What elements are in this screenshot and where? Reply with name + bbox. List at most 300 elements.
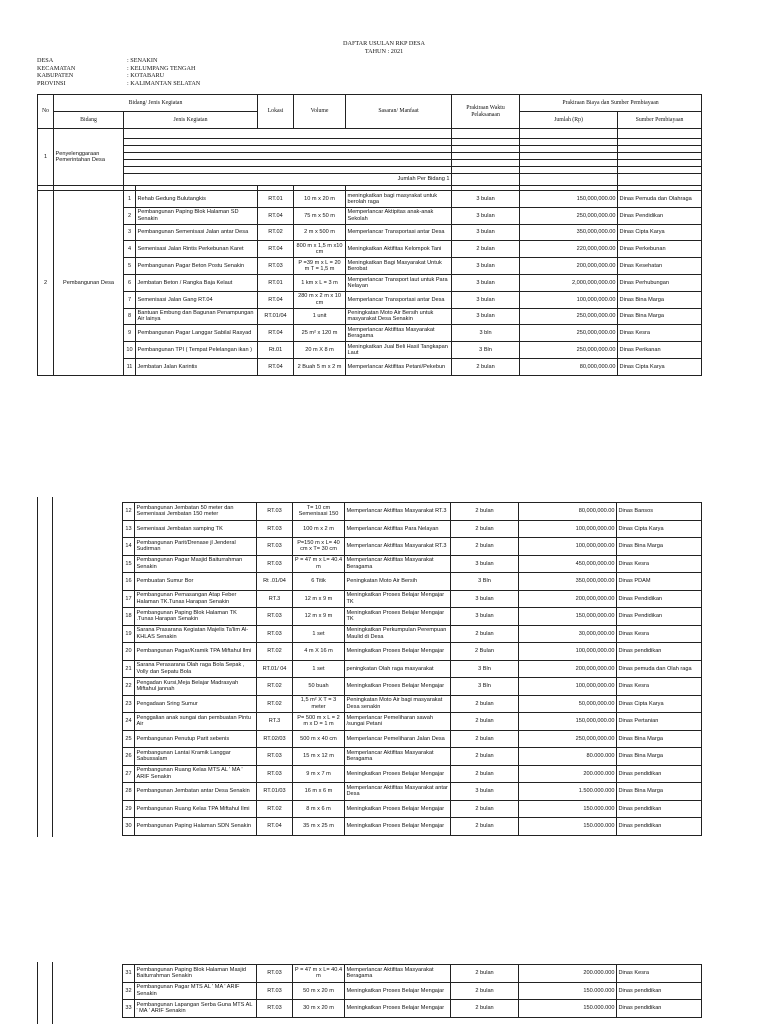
jenis-kegiatan: Pembangunan Paping Blok Halaman Masjid Baiturrahman Senakin — [135, 965, 257, 983]
sasaran-manfaat: Meningkatkan Proses Belajar Mengajar TK — [345, 590, 451, 608]
table-row — [123, 520, 702, 538]
meta-desa: DESA : SENAKIN — [37, 57, 158, 64]
lokasi: RT.04 — [258, 358, 294, 375]
waktu-pelaksanaan: 2 bulan — [451, 1000, 519, 1018]
waktu-pelaksanaan: 3 Bln — [451, 573, 519, 591]
empty-cell — [452, 153, 520, 160]
jumlah-rp: 350,000,000.00 — [519, 573, 617, 591]
volume: 500 m x 40 cm — [293, 730, 345, 748]
empty-cell — [618, 153, 702, 160]
table-row — [38, 139, 702, 146]
lokasi: RT.03 — [257, 748, 293, 766]
sumber-pembiayaan: Dinas Bina Marga — [618, 308, 702, 325]
sasaran-manfaat: Meningkatkan Proses Belajar Mengajar — [345, 1000, 451, 1018]
table-row — [38, 358, 702, 375]
table-row — [123, 765, 702, 783]
waktu-pelaksanaan: 3 bulan — [452, 291, 520, 308]
waktu-pelaksanaan: 3 bulan — [451, 608, 519, 626]
jenis-kegiatan: Semenisasi Jalan Gang RT.04 — [136, 291, 258, 308]
col-no: No — [38, 95, 54, 129]
location-info — [37, 57, 200, 87]
lokasi: RT.01 — [258, 274, 294, 291]
jenis-kegiatan: Pembangunan Paping Blok Halaman TK .Tunas Harapan Senakin — [135, 608, 257, 626]
sasaran-manfaat: Meningkatkan Proses Belajar Mengajar TK — [345, 608, 451, 626]
jumlah-rp: 150,000,000.00 — [519, 713, 617, 731]
empty-cell — [520, 153, 618, 160]
volume: T= 10 cm Semenisasi 150 — [293, 503, 345, 521]
sumber-pembiayaan: Dinas Kesra — [617, 678, 702, 696]
lokasi: RT.03 — [257, 1000, 293, 1018]
waktu-pelaksanaan: 3 bulan — [452, 308, 520, 325]
sumber-pembiayaan: Dinas pendidikan — [617, 982, 702, 1000]
bidang-column-border-3 — [52, 962, 53, 1024]
table-row — [123, 660, 702, 678]
table-row — [123, 695, 702, 713]
row-number: 2 — [124, 207, 136, 224]
waktu-pelaksanaan: 3 bulan — [452, 207, 520, 224]
table-row — [123, 538, 702, 556]
lokasi: RT.03 — [257, 555, 293, 573]
jenis-kegiatan: Pembangunan TPI ( Tempat Pelelangan ikan ) — [136, 342, 258, 359]
empty-cell — [520, 167, 618, 174]
row-number: 19 — [123, 625, 135, 643]
volume: 280 m x 2 m x 10 cm — [294, 291, 346, 308]
waktu-pelaksanaan: 2 bulan — [451, 748, 519, 766]
empty-cell — [124, 167, 452, 174]
bidang-name: Penyelenggaraan Pemerintahan Desa — [54, 129, 124, 186]
jenis-kegiatan: Sarana Perasarana Olah raga Bola Sepak , Volly dan Sepatu Bola — [135, 660, 257, 678]
jumlah-rp: 250,000,000.00 — [520, 207, 618, 224]
sasaran-manfaat: Memperlancar Transportasi antar Desa — [346, 224, 452, 241]
jumlah-rp: 100,000,000.00 — [519, 643, 617, 661]
row-number: 12 — [123, 503, 135, 521]
waktu-pelaksanaan: 2 bulan — [451, 800, 519, 818]
waktu-pelaksanaan: 2 bulan — [451, 625, 519, 643]
lokasi: RT.02 — [257, 643, 293, 661]
sasaran-manfaat: Memperlancar Pemeliharan Jalan Desa — [345, 730, 451, 748]
volume: P = 47 m x L= 40.4 m — [293, 555, 345, 573]
lokasi: RT.03 — [258, 258, 294, 275]
jenis-kegiatan: Pembangunan Paping Blok Halaman SD Senakin — [136, 207, 258, 224]
jumlah-rp: 250,000,000.00 — [520, 325, 618, 342]
empty-cell — [520, 146, 618, 153]
lokasi: RT.02 — [258, 224, 294, 241]
row-number: 25 — [123, 730, 135, 748]
jumlah-rp: 50,000,000.00 — [519, 695, 617, 713]
row-number: 32 — [123, 982, 135, 1000]
jenis-kegiatan: Pengadan Kursi,Meja Belajar Madrasyah Miftahul jannah — [135, 678, 257, 696]
jenis-kegiatan: Pembangunan Pagar Langgar Sabilal Rasyad — [136, 325, 258, 342]
jumlah-rp: 150.000.000 — [519, 1000, 617, 1018]
jenis-kegiatan: Pembangunan Jembatan 50 meter dan Semenisasi Jembatan 150 meter — [135, 503, 257, 521]
sumber-pembiayaan: Dinas Bina Marga — [617, 783, 702, 801]
lokasi: Rt.01 — [258, 342, 294, 359]
jenis-kegiatan: Pengadaan Sring Sumur — [135, 695, 257, 713]
jumlah-rp: 350,000,000.00 — [520, 224, 618, 241]
col-lokasi: Lokasi — [258, 95, 294, 129]
volume: 15 m x 12 m — [293, 748, 345, 766]
jenis-kegiatan: Semenisasi Jembatan samping TK — [135, 520, 257, 538]
sumber-pembiayaan: Dinas Pendidikan — [617, 608, 702, 626]
jenis-kegiatan: Bantuan Embung dan Bagunan Penampungan Air lainya — [136, 308, 258, 325]
lokasi: RT.04 — [257, 818, 293, 836]
jenis-kegiatan: Pembangunan Pagar/Kramik TPA Miftahul Ilmi — [135, 643, 257, 661]
volume: 9 m x 7 m — [293, 765, 345, 783]
waktu-pelaksanaan: 3 bulan — [452, 191, 520, 208]
sumber-pembiayaan: Dinas Pendidikan — [618, 207, 702, 224]
table-row — [38, 241, 702, 258]
meta-kabupaten: KABUPATEN : KOTABARU — [37, 72, 165, 80]
table-row — [38, 153, 702, 160]
waktu-pelaksanaan: 2 bulan — [451, 730, 519, 748]
row-number: 27 — [123, 765, 135, 783]
col-sasaran: Sasaran/ Manfaat — [346, 95, 452, 129]
sumber-pembiayaan: Dinas Pemuda dan Olahraga — [618, 191, 702, 208]
sasaran-manfaat: Memperlancar Transportasi antar Desa — [346, 291, 452, 308]
jumlah-rp: 100,000,000.00 — [519, 538, 617, 556]
volume: 6 Titik — [293, 573, 345, 591]
lokasi: RT.02 — [257, 695, 293, 713]
jumlah-rp: 450,000,000.00 — [519, 555, 617, 573]
jumlah-rp: 250,000,000.00 — [520, 308, 618, 325]
sasaran-manfaat: Meningkatkan Proses Belajar Mengajar — [345, 643, 451, 661]
table-row — [123, 625, 702, 643]
col-bidang: Bidang — [54, 112, 124, 129]
sumber-pembiayaan: Dinas pendidikan — [617, 643, 702, 661]
sasaran-manfaat: Memperlancar Aktipitas anak-anak Sekolah — [346, 207, 452, 224]
empty-cell — [618, 139, 702, 146]
lokasi: RT.02 — [257, 800, 293, 818]
jenis-kegiatan: Pembangunan Pagar Beton Postu Senakin — [136, 258, 258, 275]
page-left-border-3 — [37, 962, 38, 1024]
sumber-pembiayaan: Dinas Bina Marga — [617, 730, 702, 748]
empty-cell — [452, 167, 520, 174]
empty-cell — [124, 139, 452, 146]
row-number: 14 — [123, 538, 135, 556]
jenis-kegiatan: Semenisasi Jalan Rintis Perkebunan Karet — [136, 241, 258, 258]
waktu-pelaksanaan: 3 bulan — [451, 555, 519, 573]
col-biaya: Prakiraan Biaya dan Sumber Pembiayaan — [520, 95, 702, 112]
jumlah-rp: 150,000,000.00 — [520, 191, 618, 208]
table-row — [38, 207, 702, 224]
lokasi: RT.03 — [257, 625, 293, 643]
lokasi: RT.01 — [258, 191, 294, 208]
document-year: TAHUN : 2021 — [364, 48, 404, 55]
sumber-pembiayaan: Dinas Cipta Karya — [617, 520, 702, 538]
jenis-kegiatan: Pembangunan Lantai Kramik Langgar Sabussalam — [135, 748, 257, 766]
col-jumlah: Jumlah (Rp) — [520, 112, 618, 129]
lokasi: RT.03 — [257, 765, 293, 783]
jumlah-rp: 150,000,000.00 — [519, 608, 617, 626]
sumber-pembiayaan: Dinas Perkebunan — [618, 241, 702, 258]
jumlah-rp: 80,000,000.00 — [519, 503, 617, 521]
col-sumber: Sumber Pembiayaan — [618, 112, 702, 129]
sasaran-manfaat: Meningkatkan Proses Belajar Mengajar — [345, 818, 451, 836]
volume: 4 m X 16 m — [293, 643, 345, 661]
volume: 8 m x 6 m — [293, 800, 345, 818]
table-row — [123, 573, 702, 591]
sasaran-manfaat: Meningkatkan Proses Belajar Mengajar — [345, 800, 451, 818]
volume: 35 m x 25 m — [293, 818, 345, 836]
jumlah-rp: 250,000,000.00 — [520, 342, 618, 359]
meta-kecamatan: KECAMATAN : KELUMPANG TENGAH — [37, 64, 196, 72]
sasaran-manfaat: Memperlancar Aktifitas Masyarakat Beragama — [345, 555, 451, 573]
sumber-pembiayaan: Dinas Perhubungan — [618, 274, 702, 291]
jenis-kegiatan: Pembangunan Pemasangan Atap Feber Halaman TK.Tunas Harapan Senakin — [135, 590, 257, 608]
bidang-name: Pembangunan Desa — [54, 191, 124, 376]
row-number: 22 — [123, 678, 135, 696]
waktu-pelaksanaan: 2 bulan — [451, 765, 519, 783]
sasaran-manfaat: Memperlancar Transport laut untuk Para Nelayan — [346, 274, 452, 291]
jenis-kegiatan: Pembangunan Parit/Drenase jl Jenderal Sudirman — [135, 538, 257, 556]
volume: P= 500 m x L = 2 m x D = 1 m — [293, 713, 345, 731]
table-row — [38, 258, 702, 275]
jenis-kegiatan: Pembuatan Sumur Bor — [135, 573, 257, 591]
jenis-kegiatan: Pembangunan Jembatan antar Desa Senakin — [135, 783, 257, 801]
volume: 16 m x 6 m — [293, 783, 345, 801]
jenis-kegiatan: Pembangunan Lapangan Serba Guna MTS AL ' MA ' ARIF Senakin — [135, 1000, 257, 1018]
volume: 50 buah — [293, 678, 345, 696]
volume: 50 m x 20 m — [293, 982, 345, 1000]
sasaran-manfaat: Meningkatkan Proses Belajar Mengajar — [345, 678, 451, 696]
waktu-pelaksanaan: 3 bulan — [452, 274, 520, 291]
lokasi: RT.03 — [257, 608, 293, 626]
jumlah-rp: 200,000,000.00 — [520, 258, 618, 275]
empty-cell — [618, 146, 702, 153]
table-row — [123, 800, 702, 818]
sasaran-manfaat: Memperlancar Aktifitas Masyarakat Beragama — [345, 748, 451, 766]
sumber-pembiayaan: Dinas Kesra — [618, 325, 702, 342]
empty-cell — [452, 160, 520, 167]
sasaran-manfaat: peningkatan Olah raga masyarakat — [345, 660, 451, 678]
table-row — [123, 555, 702, 573]
rkp-table-part-2 — [122, 502, 702, 836]
table-row — [123, 608, 702, 626]
volume: 2 Buah 5 m x 2 m — [294, 358, 346, 375]
sumber-pembiayaan: Dinas PDAM — [617, 573, 702, 591]
jumlah-rp: 200,000,000.00 — [519, 660, 617, 678]
subtotal-label: Jumlah Per Bidang 1 — [124, 174, 452, 186]
sumber-pembiayaan: Dinas Kesehatan — [618, 258, 702, 275]
sumber-pembiayaan: Dinas Cipta Karya — [618, 358, 702, 375]
lokasi: RT.03 — [257, 538, 293, 556]
waktu-pelaksanaan: 3 bulan — [451, 590, 519, 608]
lokasi: RT.04 — [258, 325, 294, 342]
row-number: 6 — [124, 274, 136, 291]
sumber-pembiayaan: Dinas Bina Marga — [618, 291, 702, 308]
table-row — [123, 713, 702, 731]
jenis-kegiatan: Jembatan Jalan Karintis — [136, 358, 258, 375]
jenis-kegiatan: Pembangunan Pagar Masjid Baiturrahman Senakin — [135, 555, 257, 573]
waktu-pelaksanaan: 2 bulan — [451, 965, 519, 983]
sumber-pembiayaan: Dinas pendidikan — [617, 1000, 702, 1018]
sasaran-manfaat: Peningkatan Moto Air bagi masyarakat Desa senakin — [345, 695, 451, 713]
waktu-pelaksanaan: 3 bln — [452, 325, 520, 342]
waktu-pelaksanaan: 2 bulan — [451, 982, 519, 1000]
jenis-kegiatan: Pembangunan Paping Halaman SDN Senakin — [135, 818, 257, 836]
row-number: 4 — [124, 241, 136, 258]
lokasi: RT.02 — [257, 678, 293, 696]
sasaran-manfaat: Memperlancar Aktifitas Masyarakat RT.3 — [345, 538, 451, 556]
waktu-pelaksanaan: 2 bulan — [452, 241, 520, 258]
waktu-pelaksanaan: 2 bulan — [451, 538, 519, 556]
empty-cell — [452, 129, 520, 139]
waktu-pelaksanaan: 3 bulan — [452, 224, 520, 241]
jenis-kegiatan: Pembangunan Ruang Kelas TPA Miftahul Ilmi — [135, 800, 257, 818]
row-number: 31 — [123, 965, 135, 983]
empty-cell — [618, 129, 702, 139]
jenis-kegiatan: Rehab Gedung Bulutangkis — [136, 191, 258, 208]
document-title: DAFTAR USULAN RKP DESA — [343, 40, 425, 47]
table-row — [38, 146, 702, 153]
table-row — [123, 748, 702, 766]
col-volume: Volume — [294, 95, 346, 129]
empty-cell — [452, 139, 520, 146]
sasaran-manfaat: Meningkatkan Perkumpulan Perempuan Maulid di Desa — [345, 625, 451, 643]
empty-cell — [124, 129, 452, 139]
jenis-kegiatan: Sarana Prasarana Kegiatan Majelis Ta'lim Al-KHLAS Senakin — [135, 625, 257, 643]
sasaran-manfaat: Memperlancar Aktifitas Para Nelayan — [345, 520, 451, 538]
waktu-pelaksanaan: 2 bulan — [451, 713, 519, 731]
jenis-kegiatan: Pembangunan Pagar MTS AL ' MA ' ARIF Senakin — [135, 982, 257, 1000]
waktu-pelaksanaan: 2 bulan — [452, 358, 520, 375]
table-row — [38, 191, 702, 208]
volume: 10 m x 20 m — [294, 191, 346, 208]
sumber-pembiayaan: Dinas Pendidikan — [617, 590, 702, 608]
volume: 2 m x 500 m — [294, 224, 346, 241]
sasaran-manfaat: meningkatkan bagi masyrakat untuk berolah raga — [346, 191, 452, 208]
waktu-pelaksanaan: 2 Bulan — [451, 643, 519, 661]
volume: 30 m x 20 m — [293, 1000, 345, 1018]
row-number: 29 — [123, 800, 135, 818]
sasaran-manfaat: Meningkatkan Jual Beli Hasil Tangkapan Laut — [346, 342, 452, 359]
volume: 800 m x 1,5 m x10 cm — [294, 241, 346, 258]
jumlah-rp: 30,000,000.00 — [519, 625, 617, 643]
row-number: 9 — [124, 325, 136, 342]
volume: P =39 m x L = 20 m T = 1,5 m — [294, 258, 346, 275]
sasaran-manfaat: Memperlancar Aktifitas Masyarakat Beragama — [345, 965, 451, 983]
empty-cell — [452, 146, 520, 153]
jenis-kegiatan: Penggalian anak sungai dan pembuatan Pintu Air — [135, 713, 257, 731]
empty-cell — [124, 146, 452, 153]
sasaran-manfaat: Meningkatkan Proses Belajar Mengajar — [345, 982, 451, 1000]
sasaran-manfaat: Meningkatkan Proses Belajar Mengajar — [345, 765, 451, 783]
lokasi: RT.03 — [257, 965, 293, 983]
row-number: 26 — [123, 748, 135, 766]
sumber-pembiayaan: Dinas Cipta Karya — [618, 224, 702, 241]
sumber-pembiayaan: Dinas pemuda dan Olah raga — [617, 660, 702, 678]
col-waktu: Prakiraan Waktu Pelaksanaan — [452, 95, 520, 129]
jumlah-rp: 250,000,000.00 — [519, 730, 617, 748]
row-number: 18 — [123, 608, 135, 626]
empty-cell — [520, 139, 618, 146]
row-number: 5 — [124, 258, 136, 275]
jumlah-rp: 150.000.000 — [519, 818, 617, 836]
waktu-pelaksanaan: 3 bulan — [451, 783, 519, 801]
row-number: 15 — [123, 555, 135, 573]
row-number: 3 — [124, 224, 136, 241]
jumlah-rp: 150.000.000 — [519, 800, 617, 818]
lokasi: RT.01/ 04 — [257, 660, 293, 678]
empty-cell — [520, 129, 618, 139]
lokasi: RT.01/04 — [258, 308, 294, 325]
jumlah-rp: 100,000,000.00 — [519, 678, 617, 696]
lokasi: Rt .01/04 — [257, 573, 293, 591]
table-row — [123, 982, 702, 1000]
lokasi: RT.02/03 — [257, 730, 293, 748]
rkp-table-part-1 — [37, 94, 702, 376]
sasaran-manfaat: Memperlancar Aktifitas Masyarakat Beragama — [346, 325, 452, 342]
empty-cell — [618, 167, 702, 174]
lokasi: RT.3 — [257, 590, 293, 608]
jumlah-rp: 100,000,000.00 — [519, 520, 617, 538]
sasaran-manfaat: Meningkatkan Bagi Masyarakat Untuk Berobat — [346, 258, 452, 275]
sumber-pembiayaan: Dinas Bina Marga — [617, 748, 702, 766]
table-row — [123, 965, 702, 983]
lokasi: RT.03 — [257, 982, 293, 1000]
jumlah-rp: 220,000,000.00 — [520, 241, 618, 258]
row-number: 20 — [123, 643, 135, 661]
volume: 1,5 m² X T = 3 meter — [293, 695, 345, 713]
table-row — [38, 129, 702, 139]
sasaran-manfaat: Peningkatan Moto Air Bersih — [345, 573, 451, 591]
sumber-pembiayaan: Dinas Kesra — [617, 965, 702, 983]
table-row — [123, 818, 702, 836]
row-number: 7 — [124, 291, 136, 308]
sasaran-manfaat: Peningkatan Moto Air Bersih untuk masyarakat Desa Senakin — [346, 308, 452, 325]
jenis-kegiatan: Pembangunan Penutup Parit sebenis — [135, 730, 257, 748]
volume: 1 km x L = 3 m — [294, 274, 346, 291]
waktu-pelaksanaan: 2 bulan — [451, 503, 519, 521]
row-number: 10 — [124, 342, 136, 359]
row-number: 28 — [123, 783, 135, 801]
sasaran-manfaat: Memperlancar Aktifitas Masyarakat RT.3 — [345, 503, 451, 521]
waktu-pelaksanaan: 2 bulan — [451, 695, 519, 713]
waktu-pelaksanaan: 3 bulan — [452, 258, 520, 275]
jumlah-rp: 2,000,000,000.00 — [520, 274, 618, 291]
table-row — [38, 291, 702, 308]
table-row — [123, 678, 702, 696]
volume: 1 unit — [294, 308, 346, 325]
table-row — [123, 1000, 702, 1018]
col-jenis: Jenis Kegiatan — [124, 112, 258, 129]
jenis-kegiatan: Jembatan Beton / Rangka Baja Kelaut — [136, 274, 258, 291]
table-row — [38, 224, 702, 241]
sumber-pembiayaan: Dinas Bina Marga — [617, 538, 702, 556]
volume: 12 m x 9 m — [293, 608, 345, 626]
row-number: 16 — [123, 573, 135, 591]
lokasi: RT.04 — [258, 291, 294, 308]
volume: 25 m² x 120 m — [294, 325, 346, 342]
row-number: 21 — [123, 660, 135, 678]
sumber-pembiayaan: Dinas Kesra — [617, 555, 702, 573]
sumber-pembiayaan: Dinas Kesra — [617, 625, 702, 643]
jumlah-rp: 80,000,000.00 — [520, 358, 618, 375]
subtotal-row — [38, 174, 702, 186]
waktu-pelaksanaan: 2 bulan — [451, 818, 519, 836]
sasaran-manfaat: Memperlancar Aktifitas Masyarakat antar Desa — [345, 783, 451, 801]
jenis-kegiatan: Pembangunan Ruang Kelas MTS AL ' MA ' ARIF Senakin — [135, 765, 257, 783]
volume: 12 m x 9 m — [293, 590, 345, 608]
table-row — [123, 503, 702, 521]
empty-cell — [124, 153, 452, 160]
lokasi: RT.01/03 — [257, 783, 293, 801]
jumlah-rp: 200.000.000 — [519, 965, 617, 983]
row-number: 24 — [123, 713, 135, 731]
volume: 20 m X 8 m — [294, 342, 346, 359]
row-number: 13 — [123, 520, 135, 538]
section-number: 1 — [38, 129, 54, 186]
